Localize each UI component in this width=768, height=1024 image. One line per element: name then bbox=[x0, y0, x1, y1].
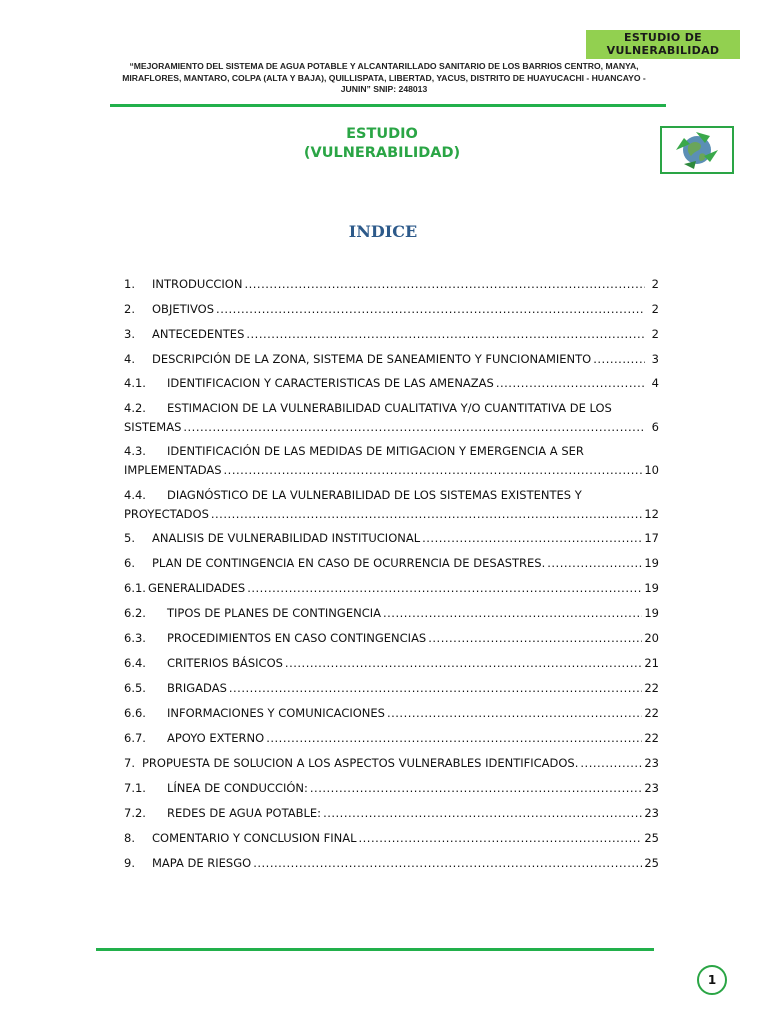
recycle-globe-icon bbox=[660, 126, 734, 174]
toc-label: OBJETIVOS bbox=[152, 302, 215, 316]
document-tag bbox=[586, 30, 740, 59]
toc-entry[interactable] bbox=[124, 529, 659, 548]
toc-number: 6.3. bbox=[124, 631, 146, 645]
toc-number: 1. bbox=[124, 277, 135, 291]
toc-page-number: 22 bbox=[644, 681, 659, 695]
toc-page-number: 23 bbox=[644, 781, 659, 795]
toc-label: MAPA DE RIESGO bbox=[152, 856, 252, 870]
toc-entry[interactable] bbox=[124, 554, 659, 573]
toc-entry[interactable] bbox=[124, 399, 659, 437]
toc-leader-dots bbox=[211, 505, 642, 524]
toc-entry[interactable] bbox=[124, 300, 659, 319]
toc-page-number: 2 bbox=[651, 302, 659, 316]
toc-page-number: 17 bbox=[644, 531, 659, 545]
toc-page-number: 22 bbox=[644, 731, 659, 745]
toc-leader-dots bbox=[229, 679, 642, 698]
toc-number: 4.2. bbox=[124, 401, 146, 415]
toc-label: PROPUESTA DE SOLUCION A LOS ASPECTOS VULNERABLES IDENTIFICADOS. bbox=[142, 756, 579, 770]
toc-label: LÍNEA DE CONDUCCIÓN: bbox=[167, 781, 308, 795]
toc-label: GENERALIDADES bbox=[148, 581, 246, 595]
toc-entry[interactable] bbox=[124, 704, 659, 723]
toc-label: APOYO EXTERNO bbox=[167, 731, 265, 745]
toc-page-number: 19 bbox=[644, 556, 659, 570]
toc-number: 6.1. bbox=[124, 581, 146, 595]
project-line-3: JUNIN” SNIP: 248013 bbox=[340, 84, 428, 94]
toc-number: 7.1. bbox=[124, 781, 146, 795]
toc-label: CRITERIOS BÁSICOS bbox=[167, 656, 283, 670]
toc-label: ESTIMACION DE LA VULNERABILIDAD CUALITATIVA Y/O CUANTITATIVA DE LOS bbox=[167, 401, 612, 415]
toc-leader-dots bbox=[224, 461, 643, 480]
toc-label: TIPOS DE PLANES DE CONTINGENCIA bbox=[167, 606, 381, 620]
toc-label: PROCEDIMIENTOS EN CASO CONTINGENCIAS bbox=[167, 631, 427, 645]
header-divider bbox=[110, 104, 666, 107]
toc-label: INTRODUCCION bbox=[152, 277, 243, 291]
toc-label: SISTEMAS bbox=[124, 420, 182, 434]
toc-number: 7.2. bbox=[124, 806, 146, 820]
toc-label: BRIGADAS bbox=[167, 681, 227, 695]
toc-number: 9. bbox=[124, 856, 135, 870]
toc-number: 8. bbox=[124, 831, 135, 845]
toc-number: 6. bbox=[124, 556, 135, 570]
toc-leader-dots bbox=[422, 529, 642, 548]
footer-divider bbox=[96, 948, 654, 951]
tag-line-1: ESTUDIO DE bbox=[624, 31, 702, 44]
project-title bbox=[112, 61, 656, 96]
toc-entry[interactable] bbox=[124, 679, 659, 698]
page-number-badge: 1 bbox=[697, 965, 727, 995]
toc-entry[interactable] bbox=[124, 275, 659, 294]
toc-leader-dots bbox=[383, 604, 642, 623]
toc-label: IDENTIFICACION Y CARACTERISTICAS DE LAS AMENAZAS bbox=[167, 376, 494, 390]
toc-entry[interactable] bbox=[124, 579, 659, 598]
toc-label: COMENTARIO Y CONCLUSION FINAL bbox=[152, 831, 357, 845]
toc-leader-dots bbox=[359, 829, 643, 848]
document-title bbox=[250, 125, 514, 163]
toc-entry[interactable] bbox=[124, 779, 659, 798]
tag-line-2: VULNERABILIDAD bbox=[606, 44, 720, 57]
toc-entry[interactable] bbox=[124, 829, 659, 848]
toc-entry[interactable] bbox=[124, 325, 659, 344]
toc-leader-dots bbox=[253, 854, 642, 873]
toc-label: PLAN DE CONTINGENCIA EN CASO DE OCURRENCIA DE DESASTRES. bbox=[152, 556, 546, 570]
toc-page-number: 3 bbox=[651, 352, 659, 366]
toc-entry[interactable] bbox=[124, 804, 659, 823]
toc-leader-dots bbox=[247, 579, 642, 598]
toc-label: REDES DE AGUA POTABLE: bbox=[167, 806, 322, 820]
toc-leader-dots bbox=[310, 779, 642, 798]
toc-page-number: 22 bbox=[644, 706, 659, 720]
toc-page-number: 2 bbox=[651, 277, 659, 291]
toc-leader-dots bbox=[246, 325, 645, 344]
toc-entry[interactable] bbox=[124, 486, 659, 524]
toc-entry[interactable] bbox=[124, 654, 659, 673]
toc-label: IMPLEMENTADAS bbox=[124, 463, 222, 477]
toc-page-number: 2 bbox=[651, 327, 659, 341]
toc-label: DESCRIPCIÓN DE LA ZONA, SISTEMA DE SANEAMIENTO Y FUNCIONAMIENTO bbox=[152, 352, 592, 366]
toc-entry[interactable] bbox=[124, 754, 659, 773]
toc-label: IDENTIFICACIÓN DE LAS MEDIDAS DE MITIGACION Y EMERGENCIA A SER bbox=[167, 444, 584, 458]
toc-leader-dots bbox=[580, 754, 642, 773]
toc-entry[interactable] bbox=[124, 350, 659, 369]
toc-page-number: 19 bbox=[644, 581, 659, 595]
toc-leader-dots bbox=[593, 350, 645, 369]
toc-number: 4.1. bbox=[124, 376, 146, 390]
toc-number: 4.4. bbox=[124, 488, 146, 502]
toc-leader-dots bbox=[183, 418, 645, 437]
toc-page-number: 25 bbox=[644, 856, 659, 870]
project-line-2: MIRAFLORES, MANTARO, COLPA (ALTA Y BAJA), QUILLISPATA, LIBERTAD, YACUS, DISTRITO DE HUAYUCACHI - HUANCAYO - bbox=[122, 72, 646, 83]
toc-number: 6.4. bbox=[124, 656, 146, 670]
toc-leader-dots bbox=[496, 374, 645, 393]
toc-label: ANTECEDENTES bbox=[152, 327, 245, 341]
toc-page-number: 20 bbox=[644, 631, 659, 645]
toc-number: 3. bbox=[124, 327, 135, 341]
index-heading: INDICE bbox=[348, 222, 418, 241]
toc-leader-dots bbox=[266, 729, 642, 748]
toc-leader-dots bbox=[387, 704, 642, 723]
toc-leader-dots bbox=[285, 654, 642, 673]
toc-number: 5. bbox=[124, 531, 135, 545]
toc-label: INFORMACIONES Y COMUNICACIONES bbox=[167, 706, 385, 720]
toc-page-number: 23 bbox=[644, 806, 659, 820]
toc-leader-dots bbox=[244, 275, 645, 294]
toc-number: 4.3. bbox=[124, 444, 146, 458]
toc-page-number: 23 bbox=[644, 756, 659, 770]
toc-entry[interactable] bbox=[124, 374, 659, 393]
toc-page-number: 25 bbox=[644, 831, 659, 845]
toc-entry[interactable] bbox=[124, 604, 659, 623]
toc-number: 7. bbox=[124, 756, 135, 770]
toc-entry[interactable] bbox=[124, 442, 659, 480]
title-line-1: ESTUDIO bbox=[346, 126, 418, 142]
toc-number: 6.6. bbox=[124, 706, 146, 720]
toc-leader-dots bbox=[428, 629, 642, 648]
toc-entry[interactable] bbox=[124, 854, 659, 873]
toc-page-number: 19 bbox=[644, 606, 659, 620]
toc-number: 6.2. bbox=[124, 606, 146, 620]
toc-page-number: 21 bbox=[644, 656, 659, 670]
toc-page-number: 10 bbox=[644, 463, 659, 477]
title-line-2: (VULNERABILIDAD) bbox=[303, 145, 461, 161]
toc-label: ANALISIS DE VULNERABILIDAD INSTITUCIONAL bbox=[152, 531, 421, 545]
toc-leader-dots bbox=[216, 300, 645, 319]
toc-entry[interactable] bbox=[124, 629, 659, 648]
toc-leader-dots bbox=[547, 554, 642, 573]
toc-entry[interactable] bbox=[124, 729, 659, 748]
toc-label: DIAGNÓSTICO DE LA VULNERABILIDAD DE LOS SISTEMAS EXISTENTES Y bbox=[167, 488, 582, 502]
toc-page-number: 12 bbox=[644, 507, 659, 521]
project-line-1: “MEJORAMIENTO DEL SISTEMA DE AGUA POTABLE Y ALCANTARILLADO SANITARIO DE LOS BARRIOS CENTRO, MANYA, bbox=[129, 61, 639, 71]
toc-page-number: 6 bbox=[651, 420, 659, 434]
toc-leader-dots bbox=[323, 804, 642, 823]
toc-label: PROYECTADOS bbox=[124, 507, 209, 521]
toc-number: 6.7. bbox=[124, 731, 146, 745]
toc-number: 2. bbox=[124, 302, 135, 316]
toc-page-number: 4 bbox=[651, 376, 659, 390]
toc-number: 6.5. bbox=[124, 681, 146, 695]
toc-number: 4. bbox=[124, 352, 135, 366]
